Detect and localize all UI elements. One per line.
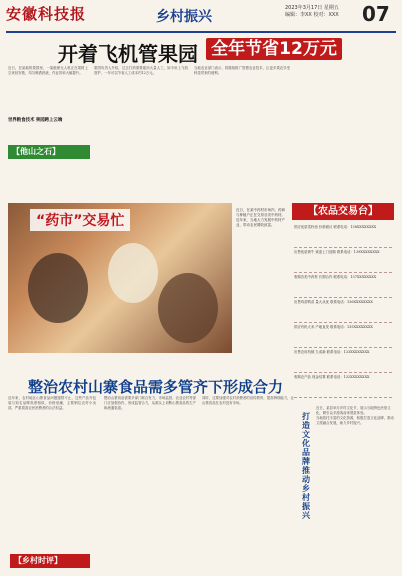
photo-figure [108,243,158,303]
second-column [202,396,294,556]
ad-item: 出售鸡苗鸭苗 量大从优 联系电话：136XXXXXXXX [294,298,392,323]
feature-paragraph: 近日，某县举办乡村文化节，展示当地特色民俗文化，吸引众多游客前来观赏体验。 [316,406,391,415]
issue-date-line: 2023年3月17日 星期五 [285,5,339,11]
lead-column [8,66,88,200]
second-article [8,396,294,556]
feature-article [316,406,394,570]
second-column [104,396,196,556]
section-tag-shiping: 【乡村时评】 [10,554,90,568]
lead-subhead: 世界粮食技术 果园跨上云端 [8,118,63,123]
feature-paragraph: 当地依托丰富的文化资源，积极打造文化品牌，推动文旅融合发展，助力乡村振兴。 [316,416,394,425]
lead-article [8,66,394,200]
masthead [0,0,402,34]
photo-figure [28,253,88,323]
photo-title: “药市”交易忙 [30,209,130,231]
lead-paragraph: 近日，在某地的果园里，一架植保无人机正在果树上空来回穿梭，均匀喷洒药液，作业效率大幅提升。 [8,66,88,75]
second-paragraph: 同时，还要加强对农村消费者的宣传教育，提高辨别能力，让山寨食品在农村没有市场。 [202,396,294,405]
feature-vertical-headline: 打造文化品牌 推动乡村振兴 [302,412,310,520]
second-paragraph: 近年来，农村地区山寨食品问题屡禁不止，这些产品外包装与知名品牌高度相似，价格低廉，主要销往农村小卖部，严重损害农民消费者的合法权益。 [8,396,96,410]
newspaper-logo: 安徽科技报 [6,5,87,23]
ad-item: 收购各类中药材 长期合作 联系电话：137XXXXXXXX [294,273,392,298]
lead-headline-highlight: 全年节省12万元 [206,38,342,60]
market-photo [8,203,232,353]
ad-board [292,203,394,399]
second-paragraph: 整治山寨食品需要多部门联合发力，市场监管、农业农村等部门应加强协作，形成监管合力，从源头上切断山寨食品的生产和流通渠道。 [104,396,196,410]
section-title: 乡村振兴 [156,9,212,25]
photo-figure [158,273,218,343]
lead-column [94,66,188,200]
ad-item: 出售农用机械 九成新 联系电话：133XXXXXXXX [294,348,392,373]
lead-paragraph: 当地农业部门表示，将继续推广智慧农业技术，让更多果农享受科技带来的便利。 [194,66,290,75]
ad-item: 收购农产品 现金结算 联系电话：132XXXXXXXX [294,373,392,398]
second-column [8,396,96,546]
lead-column [194,66,290,200]
section-tag-tashan: 【他山之石】 [8,145,90,159]
header-rule [6,31,396,33]
issue-date [285,5,339,19]
ad-item: 出售优质黄牛 欢迎上门选购 联系电话：139XXXXXXXX [294,248,392,273]
ad-board-heading: 【农品交易台】 [292,203,394,220]
ad-item: 供应优质菜籽油 价格面议 联系电话：138XXXXXXXX [294,223,392,248]
second-headline: 整治农村山寨食品需多管齐下形成合力 [28,378,284,396]
editor-line: 编辑：李XX 校对：XXX [285,12,339,18]
ad-item: 供应有机大米 产地直发 联系电话：135XXXXXXXX [294,323,392,348]
page-number: 07 [362,2,390,26]
lead-paragraph: 果园负责人介绍，过去打药需要雇用大量人工，如今用上飞机管护，一年可以节省人工成本约12万元。 [94,66,188,75]
photo-caption: 近日，在某中药材市场内，药商与种植户正在交易各类中药材。近年来，当地大力发展中药材产业，带动农民增收致富。 [236,208,285,227]
lead-headline: 开着飞机管果园 [58,42,198,66]
